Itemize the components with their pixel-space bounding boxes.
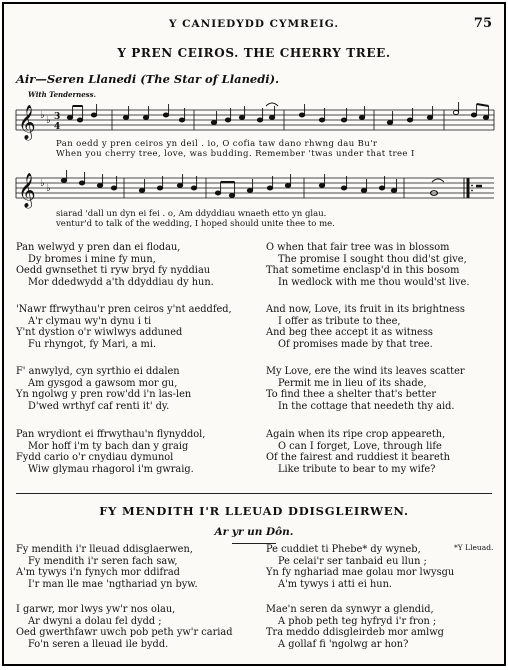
tempo-marking: With Tenderness. [28,90,97,99]
page-number: 75 [473,16,492,31]
song2-right-verse-1 [266,544,454,590]
verse-line: O can I forget, Love, through life [278,440,442,452]
treble-clef-icon: 𝄞 [18,173,36,208]
verse-line: Fydd cario o'r cnydiau dymunol [16,452,174,464]
flat-sign-icon: ♭ [40,110,45,121]
treble-clef-icon: 𝄞 [18,105,36,140]
air-label: Air—Seren Llanedi [16,72,137,86]
second-song-air: Ar yr un Dôn. [214,526,294,538]
verse-line: Of the fairest and ruddiest it beareth [266,452,450,464]
verse-line: 'Nawr ffrwythau'r pren ceiros y'nt aeddfed, [16,304,232,315]
verse-line: A'r clymau wy'n dynu i ti [28,315,152,327]
verse-line: Again when its ripe crop appeareth, [266,429,446,440]
verse-line: Pan welwyd y pren dan ei flodau, [16,242,181,253]
verse-line: A'm tywys i'n fynych mor ddifrad [16,567,180,579]
verse-line: I offer as tribute to thee, [278,315,401,327]
verse-line: I garwr, mor lwys yw'r nos olau, [16,604,176,615]
verse-line: Yn ngolwg y pren row'dd i'n las-len [16,389,192,401]
english-verse-1 [266,242,469,288]
welsh-verse-3 [16,366,191,412]
welsh-lyrics-2: siarad 'dall un dyn ei fei . o, Am ddyddiau wnaeth etto yn glau. [56,209,327,219]
verse-line: That sometime enclasp'd in this bosom [266,265,460,277]
song2-left-verse-1 [16,544,198,590]
welsh-verse-4 [16,429,205,475]
english-lyrics-1: When you cherry tree, love, was budding. Remember 'twas under that tree I [56,149,415,159]
welsh-verse-1 [16,242,214,288]
english-verse-4 [266,429,450,475]
verse-line: Pan wrydiont ei ffrwythau'n flynyddol, [16,429,206,440]
verse-line: Oed gwerthfawr uwch pob peth yw'r cariad [16,627,233,639]
verse-line: And beg thee accept it as witness [266,327,433,339]
running-title: Y CANIEDYDD CYMREIG. [169,18,339,30]
air-line [16,72,279,86]
verse-line: Fo'n seren a lleuad ile bydd. [28,638,169,650]
verse-line: Mor ddedwydd a'th ddyddiau dy hun. [28,276,214,288]
english-verse-3 [266,366,465,412]
svg-text:♭: ♭ [46,115,51,126]
time-signature-icon: 3 [54,112,61,122]
song2-left-verse-2 [16,604,233,650]
verse-line: The promise I sought thou did'st give, [278,253,467,265]
verse-line: Y'nt dystion o'r wiwlwys adduned [16,327,183,339]
verse-line: Of promises made by that tree. [278,338,433,350]
verse-line: Wiw glymau rhagorol i'm gwraig. [28,463,194,475]
music-staff-2 [4,164,504,236]
verse-line: Fy mendith i'r seren fach saw, [28,555,178,567]
verse-line: O when that fair tree was in blossom [266,242,450,253]
verse-line: In the cottage that needeth thy aid. [278,400,455,412]
verse-line: Fy mendith i'r lleuad ddisglaerwen, [16,544,193,555]
flat-sign-icon: ♭ [40,178,45,189]
book-page [2,2,506,666]
footnote: *Y Lleuad. [454,543,494,552]
verse-line: Dy bromes i mine fy mun, [28,253,156,265]
verse-line: Yn fy nghariad mae golau mor lwysgu [266,567,455,579]
verse-line: Tra meddo ddisgleirdeb mor amlwg [266,627,444,639]
verse-line: Pe celai'r ser tanbaid eu llun ; [278,555,427,567]
music-staff-1 [4,96,504,166]
verse-line: To find thee a shelter that's better [266,389,437,401]
verse-line: A'm tywys i atti ei hun. [278,578,393,590]
verse-line: In wedlock with me thou would'st live. [278,276,470,288]
verse-line: Mae'n seren da synwyr a glendid, [266,604,434,615]
verse-line: And now, Love, its fruit in its brightness [266,304,465,315]
verse-line: Fu rhyngot, fy Mari, a mi. [28,338,157,350]
verse-line: A phob peth teg hyfryd i'r fron ; [278,615,437,627]
verse-line: I'r man lle mae 'ngthariad yn byw. [28,578,198,590]
welsh-verse-2 [16,304,232,350]
section-divider [16,493,492,494]
notes-system-1 [67,102,488,125]
welsh-lyrics-1: Pan oedd y pren ceiros yn deil . io, O cofia taw dano rhwng dau Bu'r [56,139,378,149]
svg-text:4: 4 [54,122,61,132]
english-verse-2 [266,304,465,350]
verse-line: F' anwylyd, cyn syrthio ei ddalen [16,366,180,377]
verse-line: D'wed wrthyf caf renti it' dy. [28,400,170,412]
song-title: Y PREN CEIROS. THE CHERRY TREE. [117,46,391,60]
verse-line: Am gysgod a gawsom mor gu, [28,377,178,389]
english-lyrics-2: ventur'd to talk of the wedding, I hoped should unite thee to me. [56,219,335,229]
song2-right-verse-2 [266,604,444,650]
verse-line: Ar dwyni a dolau fel dydd ; [28,615,162,627]
verse-line: Pe cuddiet ti Phebe* dy wyneb, [266,544,421,555]
verse-line: Like tribute to bear to my wife? [278,463,436,475]
verse-line: Permit me in lieu of its shade, [278,377,427,389]
air-translation: (The Star of Llanedi). [140,72,280,86]
verse-line: Mor hoff i'm ty bach dan y graig [28,440,189,452]
verse-line: A gollaf fi 'ngolwg ar hon? [278,638,409,650]
svg-text:♭: ♭ [46,183,51,194]
verse-line: My Love, ere the wind its leaves scatter [266,366,465,377]
second-song-title: FY MENDITH I'R LLEUAD DDISGLEIRWEN. [99,504,409,518]
verse-line: Oedd gwnsethet ti ryw bryd fy nyddiau [16,265,211,277]
